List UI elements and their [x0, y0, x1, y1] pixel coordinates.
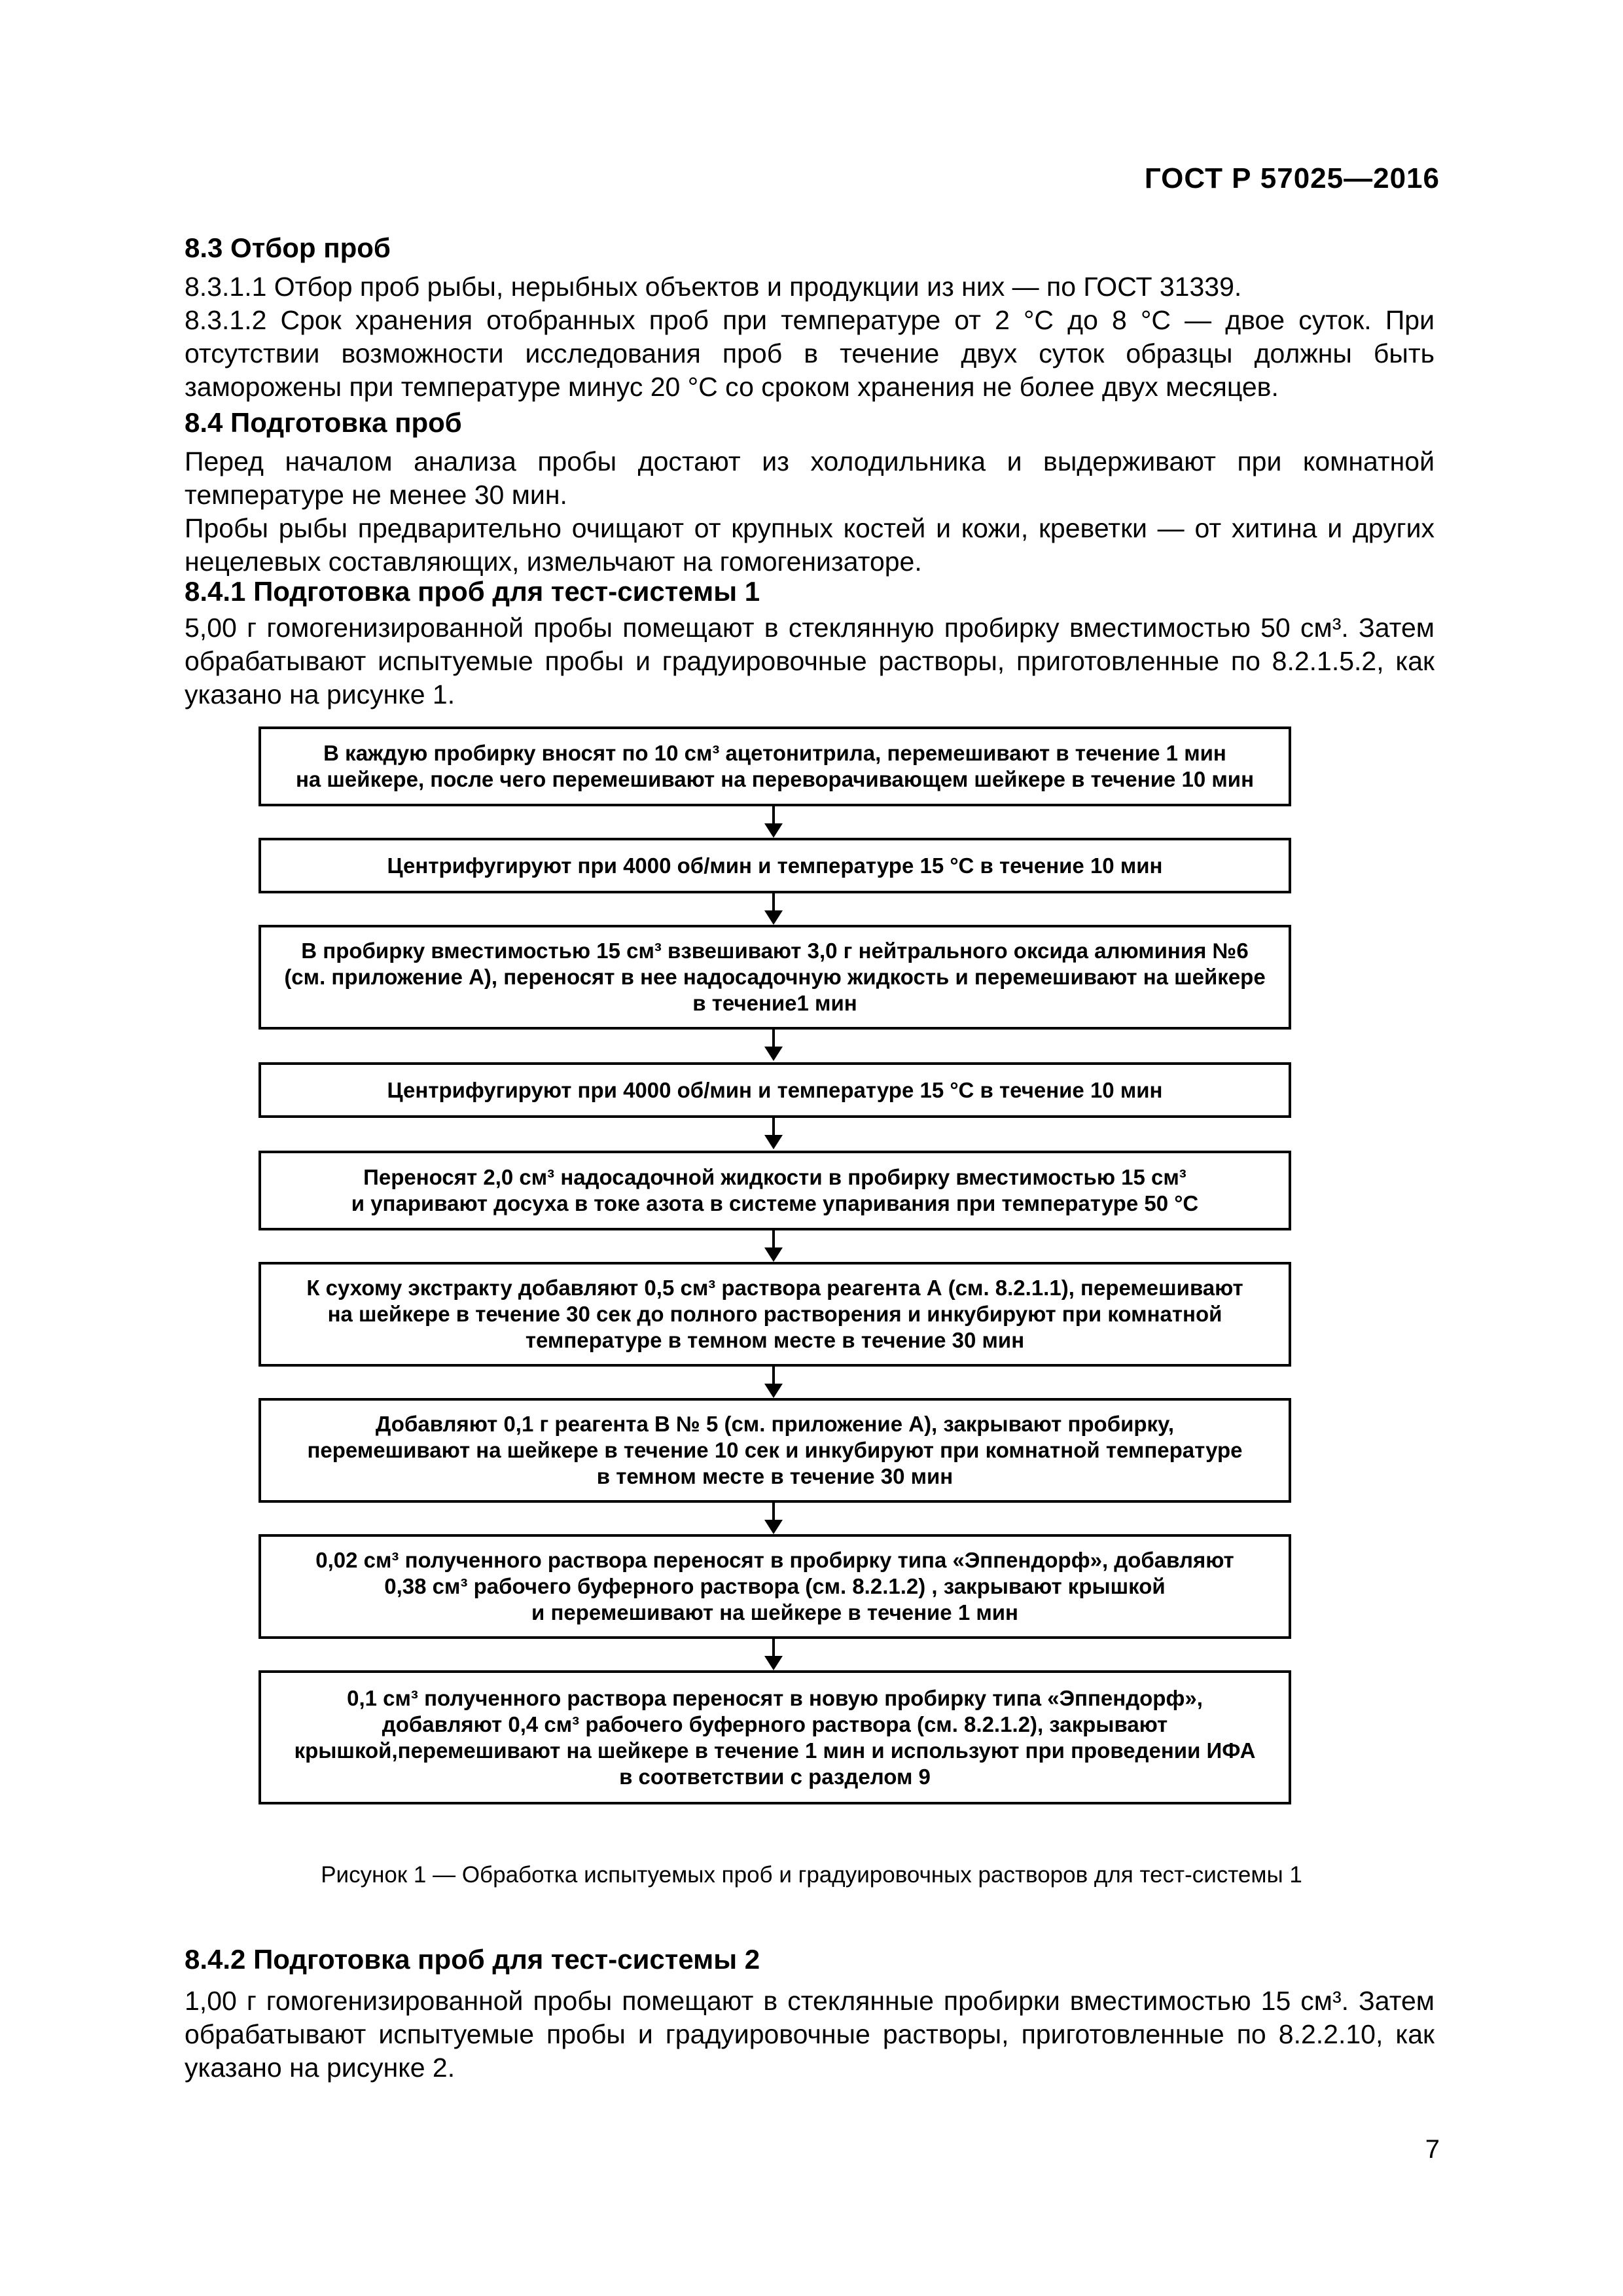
step-8-line-1: 0,02 см³ полученного раствора переносят в пробирку типа «Эппендорф», добавляют — [315, 1548, 1234, 1572]
flowchart-step-3 — [259, 925, 1291, 1030]
paragraph-8-3-1-2: 8.3.1.2 Срок хранения отобранных проб при температуре от 2 °С до 8 °С — двое суток. При отсутствии возможности исследования проб в течение двух суток образцы должны быть заморожены при температуре минус 20 °С со сроком хранения не более двух месяцев. — [185, 305, 1435, 402]
page-number: 7 — [1425, 2135, 1440, 2164]
section-8-3-heading: 8.3 Отбор проб — [185, 232, 391, 263]
flowchart-step-1 — [259, 726, 1291, 806]
step-6-line-1: К сухому экстракту добавляют 0,5 см³ раствора реагента А (см. 8.2.1.1), перемешивают — [306, 1276, 1243, 1300]
step-9-line-4: в соответствии с разделом 9 — [619, 1764, 931, 1789]
step-7-line-2: перемешивают на шейкере в течение 10 сек и инкубируют при комнатной температуре — [307, 1438, 1243, 1462]
flowchart-step-6 — [259, 1262, 1291, 1367]
arrowhead-2 — [764, 910, 783, 925]
step-5-line-1: Переносят 2,0 см³ надосадочной жидкости в пробирку вместимостью 15 см³ — [363, 1165, 1186, 1189]
step-3-line-3: в течение1 мин — [692, 991, 857, 1015]
arrowhead-6 — [764, 1384, 783, 1398]
paragraph-8-4-2: Пробы рыбы предварительно очищают от крупных костей и кожи, креветки — от хитина и других нецелевых составляющих, измельчают на гомогенизаторе. — [185, 513, 1435, 577]
step-8-line-2: 0,38 см³ рабочего буферного раствора (см. 8.2.1.2) , закрывают крышкой — [384, 1574, 1166, 1598]
section-8-4-2-body — [185, 1984, 1435, 2085]
flowchart-step-7 — [259, 1398, 1291, 1503]
paragraph-8-4-1: Перед началом анализа пробы достают из холодильника и выдерживают при комнатной температуре не менее 30 мин. — [185, 446, 1435, 510]
arrowhead-4 — [764, 1135, 783, 1149]
step-2-line-1: Центрифугируют при 4000 об/мин и температуре 15 °С в течение 10 мин — [387, 853, 1163, 878]
step-5-line-2: и упаривают досуха в токе азота в системе упаривания при температуре 50 °С — [351, 1191, 1199, 1215]
section-8-4-body — [185, 445, 1435, 579]
step-8-line-3: и перемешивают на шейкере в течение 1 мин — [531, 1600, 1018, 1624]
figure-caption: Рисунок 1 — Обработка испытуемых проб и градуировочных растворов для тест-системы 1 — [321, 1862, 1302, 1888]
arrowhead-5 — [764, 1247, 783, 1262]
section-8-4-1-heading: 8.4.1 Подготовка проб для тест-системы 1 — [185, 576, 760, 607]
section-8-4-1-body — [185, 611, 1435, 711]
step-1-line-2: на шейкере, после чего перемешивают на переворачивающем шейкере в течение 10 мин — [295, 767, 1255, 791]
arrowhead-1 — [764, 823, 783, 838]
step-6-line-2: на шейкере в течение 30 сек до полного растворения и инкубируют при комнатной — [327, 1302, 1222, 1326]
flowchart-step-5 — [259, 1151, 1291, 1230]
step-9-line-1: 0,1 см³ полученного раствора переносят в новую пробирку типа «Эппендорф», — [347, 1685, 1203, 1710]
arrowhead-3 — [764, 1047, 783, 1061]
arrowhead-8 — [764, 1656, 783, 1670]
arrowhead-7 — [764, 1520, 783, 1534]
section-8-4-heading: 8.4 Подготовка проб — [185, 407, 462, 438]
paragraph-8-3-1-1: 8.3.1.1 Отбор проб рыбы, нерыбных объектов и продукции из них — по ГОСТ 31339. — [185, 272, 1242, 302]
standard-code: ГОСТ Р 57025—2016 — [1144, 162, 1440, 194]
paragraph-8-4-1-1: 5,00 г гомогенизированной пробы помещают в стеклянную пробирку вместимостью 50 см³. Затем обрабатывают испытуемые пробы и градуировочные растворы, приготовленные по 8.2.1.5.2, как указано на рисунке 1. — [185, 613, 1435, 709]
section-8-3-body — [185, 270, 1435, 404]
section-8-4-2-heading: 8.4.2 Подготовка проб для тест-системы 2 — [185, 1944, 760, 1975]
flowchart-step-4 — [259, 1062, 1291, 1118]
step-3-line-1: В пробирку вместимостью 15 см³ взвешивают 3,0 г нейтрального оксида алюминия №6 — [301, 939, 1249, 963]
step-6-line-3: температуре в темном месте в течение 30 мин — [525, 1328, 1025, 1352]
step-7-line-1: Добавляют 0,1 г реагента В № 5 (см. приложение А), закрывают пробирку, — [375, 1412, 1175, 1436]
flowchart-step-2 — [259, 838, 1291, 893]
step-9-line-2: добавляют 0,4 см³ рабочего буферного раствора (см. 8.2.1.2), закрывают — [382, 1712, 1168, 1736]
step-7-line-3: в темном месте в течение 30 мин — [596, 1464, 954, 1488]
step-1-line-1: В каждую пробирку вносят по 10 см³ ацетонитрила, перемешивают в течение 1 мин — [323, 741, 1226, 765]
paragraph-8-4-2-1: 1,00 г гомогенизированной пробы помещают в стеклянные пробирки вместимостью 15 см³. Затем обрабатывают испытуемые пробы и градуировочные растворы, приготовленные по 8.2.2.10, как указано на рисунке 2. — [185, 1986, 1435, 2083]
step-9-line-3: крышкой,перемешивают на шейкере в течение 1 мин и используют при проведении ИФА — [294, 1738, 1256, 1763]
flowchart-step-9 — [259, 1670, 1291, 1804]
flowchart-step-8 — [259, 1534, 1291, 1639]
step-4-line-1: Центрифугируют при 4000 об/мин и температуре 15 °С в течение 10 мин — [387, 1077, 1163, 1102]
step-3-line-2: (см. приложение А), переносят в нее надосадочную жидкость и перемешивают на шейкере — [284, 965, 1266, 989]
